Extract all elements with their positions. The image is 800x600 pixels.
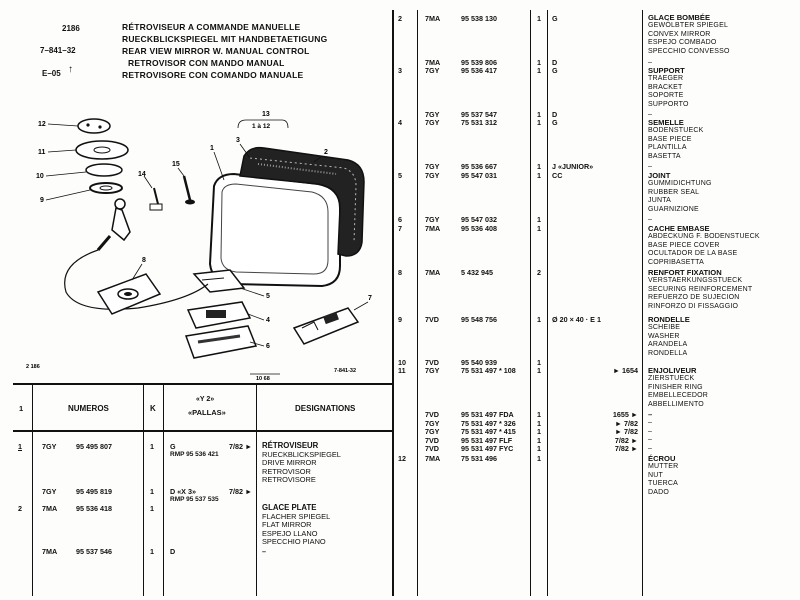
col-rule [417, 10, 418, 596]
row-qty: 1 [537, 215, 541, 224]
row-model: 7GY [425, 110, 440, 119]
row-model: 7MA [42, 547, 58, 556]
row-pos: 9 [398, 315, 402, 324]
row-designation: GLACE PLATE FLACHER SPIEGEL FLAT MIRROR ESPEJO LLANO SPECCHIO PIANO [262, 503, 331, 547]
row-model: 7VD [425, 315, 439, 324]
row-part-number: 75 531 497 * 108 [461, 366, 516, 375]
title-fr: RÉTROVISEUR A COMMANDE MANUELLE [122, 22, 301, 32]
row-note: G [552, 14, 558, 23]
diagram-ref-mid: 10 68 [256, 376, 270, 382]
designation-block: CACHE EMBASE ABDECKUNG F. BODENSTUECK BASE PIECE COVER OCULTADOR DE LA BASE COPRIBASETTA [648, 224, 760, 266]
center-divider [392, 10, 394, 596]
col-header-y2: «Y 2» [196, 396, 215, 403]
callout-label: 7 [368, 295, 372, 302]
row-model: 7VD [425, 436, 439, 445]
row-qty: 1 [537, 427, 541, 436]
row-qty: 1 [150, 487, 154, 496]
row-pos: 3 [398, 66, 402, 75]
row-part-number: 95 537 547 [461, 110, 497, 119]
designation-block: – – – – – [648, 410, 653, 452]
callout-label: 11 [38, 149, 46, 156]
row-qty: 1 [537, 454, 541, 463]
row-pos: 4 [398, 118, 402, 127]
callout-label: 10 [36, 173, 44, 180]
row-model: 7MA [425, 224, 441, 233]
row-model: 7GY [42, 442, 57, 451]
exploded-diagram [18, 96, 380, 384]
row-part-number: 95 548 756 [461, 315, 497, 324]
callout-label: 5 [266, 293, 270, 300]
row-part-number: 95 531 497 FDA [461, 410, 514, 419]
designation-block: – [648, 163, 653, 170]
row-designation: RÉTROVISEUR RUECKBLICKSPIEGEL DRIVE MIRROR RETROVISOR RETROVISORE [262, 441, 341, 485]
row-pos: 6 [398, 215, 402, 224]
row-part-number: 75 531 497 * 326 [461, 419, 516, 428]
title-de: RUECKBLICKSPIEGEL MIT HANDBETAETIGUNG [122, 34, 328, 44]
row-qty: 1 [537, 162, 541, 171]
row-qty: 1 [537, 110, 541, 119]
row-pos: 7 [398, 224, 402, 233]
seal-pieces [186, 302, 256, 358]
callout-label: 6 [266, 343, 270, 350]
callout-label: 12 [38, 121, 46, 128]
row-pos: 8 [398, 268, 402, 277]
row-qty: 1 [537, 171, 541, 180]
row-qty: 1 [537, 118, 541, 127]
row-date: 7/82 ► [229, 442, 253, 451]
col-header-k: K [150, 404, 156, 413]
row-part-number: 75 531 497 * 415 [461, 427, 516, 436]
col-header-pos: 1 [19, 404, 24, 413]
callout-label: 8 [142, 257, 146, 264]
callout-label: 3 [236, 137, 240, 144]
row-note: D [170, 547, 176, 556]
row-qty: 1 [537, 410, 541, 419]
title-it: RETROVISORE CON COMANDO MANUALE [122, 70, 304, 80]
left-table-top-rule [13, 383, 393, 385]
row-qty: 1 [150, 547, 154, 556]
col-rule [530, 10, 531, 596]
designation-block: RONDELLE SCHEIBE WASHER ARANDELA RONDELLA [648, 315, 690, 357]
row-part-number: 95 538 130 [461, 14, 497, 23]
row-pos: 10 [398, 358, 406, 367]
row-model: 7GY [425, 427, 440, 436]
row-date: 7/82 ► [614, 436, 638, 445]
designation-block: JOINT GUMMIDICHTUNG RUBBER SEAL JUNTA GUARNIZIONE [648, 171, 712, 213]
row-qty: 1 [537, 444, 541, 453]
row-part-number: 75 531 496 [461, 454, 497, 463]
row-part-number: 95 536 667 [461, 162, 497, 171]
callout-label: 15 [172, 161, 180, 168]
row-qty: 1 [537, 14, 541, 23]
left-table-header-rule [13, 430, 393, 432]
row-note: G [170, 442, 176, 451]
row-qty: 2 [537, 268, 541, 277]
row-pos: 11 [398, 366, 406, 375]
row-part-number: 95 536 417 [461, 66, 497, 75]
diagram-ref-left: 2 186 [26, 364, 40, 370]
title-en: REAR VIEW MIRROR W. MANUAL CONTROL [122, 46, 310, 56]
col-rule [32, 384, 33, 596]
col-header-pallas: «PALLAS» [188, 408, 226, 417]
row-qty: 1 [150, 504, 154, 513]
group-code: 7–841–32 [40, 46, 76, 55]
row-part-number: 95 547 031 [461, 171, 497, 180]
row-model: 7GY [425, 118, 440, 127]
row-part-number: 95 539 806 [461, 58, 497, 67]
callout-range: 1 à 12 [252, 123, 271, 130]
row-part-number: 75 531 312 [461, 118, 497, 127]
row-model: 7GY [425, 171, 440, 180]
designation-block: ÉCROU MUTTER NUT TUERCA DADO [648, 454, 679, 496]
row-designation: – [262, 547, 266, 556]
col-header-numeros: NUMEROS [68, 404, 109, 413]
row-part-number: 95 531 497 FLF [461, 436, 513, 445]
row-part-number: 95 495 819 [76, 487, 112, 496]
row-pos: 1 [18, 442, 22, 451]
col-rule [143, 384, 144, 596]
row-model: 7VD [425, 358, 439, 367]
row-date: 1655 ► [612, 410, 638, 419]
col-rule [547, 10, 548, 596]
mirror-housing [210, 174, 340, 286]
row-qty: 1 [537, 419, 541, 428]
row-model: 7VD [425, 410, 439, 419]
row-model: 7GY [425, 66, 440, 75]
row-model: 7GY [42, 487, 57, 496]
row-model: 7MA [42, 504, 58, 513]
row-note: G [552, 118, 558, 127]
base-cover [294, 308, 358, 344]
row-date: 7/82 ► [229, 487, 253, 496]
row-pos: 5 [398, 171, 402, 180]
row-note: D [552, 58, 558, 67]
row-model: 7VD [425, 444, 439, 453]
row-model: 7MA [425, 454, 441, 463]
row-part-number: 5 432 945 [461, 268, 493, 277]
row-qty: 1 [537, 358, 541, 367]
arrow-up-icon: ↑ [68, 64, 73, 75]
screws [150, 176, 195, 210]
row-pos: 2 [398, 14, 402, 23]
designation-block: – [648, 111, 653, 118]
row-qty: 1 [150, 442, 154, 451]
row-pos: 2 [18, 504, 22, 513]
row-model: 7GY [425, 162, 440, 171]
col-header-designations: DESIGNATIONS [295, 404, 356, 413]
edition-code: E–05 [42, 69, 61, 78]
row-date: ► 7/82 [614, 419, 638, 428]
row-qty: 1 [537, 366, 541, 375]
washer-stack [76, 119, 128, 193]
row-note-rmp: RMP 95 537 535 [170, 496, 219, 503]
row-note: J «JUNIOR» [552, 162, 594, 171]
callout-label: 4 [266, 317, 270, 324]
row-date: ► 7/82 [614, 427, 638, 436]
row-part-number: 95 540 939 [461, 358, 497, 367]
row-note: D «X 3» [170, 487, 196, 496]
row-part-number: 95 531 497 FYC [461, 444, 514, 453]
title-es: RETROVISOR CON MANDO MANUAL [128, 58, 285, 68]
designation-block: GLACE BOMBÉE GEWÖLBTER SPIEGEL CONVEX MIRROR ESPEJO COMBADO SPECCHIO CONVESSO [648, 13, 730, 55]
designation-block: SEMELLE BODENSTUECK BASE PIECE PLANTILLA BASETTA [648, 118, 704, 160]
row-part-number: 95 495 807 [76, 442, 112, 451]
row-note: D [552, 110, 558, 119]
page-code: 2186 [62, 24, 80, 33]
row-note: Ø 20 × 40 · E 1 [552, 315, 601, 324]
diagram-ref-right: 7-841-32 [334, 368, 357, 374]
designation-block: SUPPORT TRAEGER BRACKET SOPORTE SUPPORTO [648, 66, 689, 108]
row-model: 7GY [425, 419, 440, 428]
callout-label: 13 [262, 111, 270, 118]
washer-plate [98, 274, 160, 314]
row-qty: 1 [537, 224, 541, 233]
designation-block: – [648, 216, 653, 223]
callout-label: 2 [324, 149, 328, 156]
row-part-number: 95 537 546 [76, 547, 112, 556]
row-date: ► 1654 [612, 366, 638, 375]
col-rule [163, 384, 164, 596]
row-model: 7MA [425, 268, 441, 277]
row-model: 7MA [425, 14, 441, 23]
row-model: 7MA [425, 58, 441, 67]
row-note: G [552, 66, 558, 75]
row-note-rmp: RMP 95 536 421 [170, 451, 219, 458]
callout-label: 9 [40, 197, 44, 204]
row-model: 7GY [425, 366, 440, 375]
col-rule [642, 10, 643, 596]
row-qty: 1 [537, 58, 541, 67]
row-date: 7/82 ► [614, 444, 638, 453]
row-qty: 1 [537, 436, 541, 445]
row-model: 7GY [425, 215, 440, 224]
col-rule [256, 384, 257, 596]
row-qty: 1 [537, 66, 541, 75]
row-note: CC [552, 171, 563, 180]
callout-label: 1 [210, 145, 214, 152]
row-part-number: 95 547 032 [461, 215, 497, 224]
row-part-number: 95 536 418 [76, 504, 112, 513]
row-part-number: 95 536 408 [461, 224, 497, 233]
callout-label: 14 [138, 171, 146, 178]
row-qty: 1 [537, 315, 541, 324]
designation-block: RENFORT FIXATION VERSTAERKUNGSSTUECK SECURING REINFORCEMENT REFUERZO DE SUJECION RINFORZO DI FISSAGGIO [648, 268, 753, 310]
designation-block: – [648, 59, 653, 66]
row-pos: 12 [398, 454, 406, 463]
designation-block: ENJOLIVEUR ZIERSTUECK FINISHER RING EMBELLECEDOR ABBELLIMENTO [648, 366, 708, 408]
